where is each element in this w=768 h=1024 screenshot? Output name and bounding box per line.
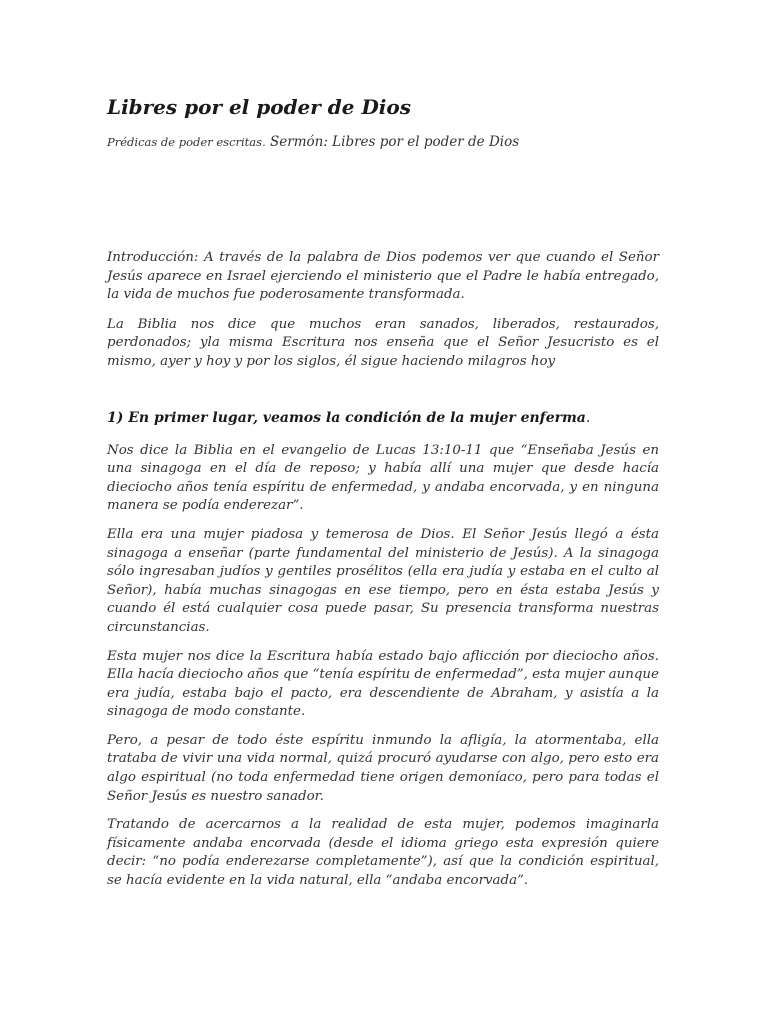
- section-1-paragraph: Pero, a pesar de todo éste espíritu inmundo la afligía, la atormentaba, ella trataba de vivir una vida normal, quizá procuró ayudarse con algo, pero esto era algo espiritual (no toda enfermedad tiene origen demoníaco, pero para todas el Señor Jesús es nuestro sanador.: [107, 732, 659, 804]
- section-1-heading-period: .: [585, 409, 591, 426]
- document-title: Libres por el poder de Dios: [107, 95, 411, 119]
- subtitle-prefix: Prédicas de poder escritas.: [107, 135, 266, 149]
- subtitle-main: Sermón: Libres por el poder de Dios: [265, 134, 520, 150]
- document-body: [107, 92, 659, 891]
- document-subtitle: [107, 132, 659, 152]
- section-1-paragraph: Tratando de acercarnos a la realidad de esta mujer, podemos imaginarla físicamente andaba encorvada (desde el idioma griego esta expresión quiere decir: “no podía enderezarse completamente”), así que la condición espiritual, se hacía evidente en la vida natural, ella “andaba encorvada”.: [107, 817, 659, 889]
- section-1-paragraph: Esta mujer nos dice la Escritura había estado bajo aflicción por dieciocho años. Ella hacía dieciocho años que “tenía espíritu de enfermedad”, esta mujer aunque era judía, estaba bajo el pacto, era descendiente de Abraham, y asistía a la sinagoga de modo constante.: [107, 648, 659, 720]
- paragraph-2: La Biblia nos dice que muchos eran sanados, liberados, restaurados, perdonados; yla misma Escritura nos enseña que el Señor Jesucristo es el mismo, ayer y hoy y por los siglos, él sigue haciendo milagros hoy: [107, 316, 659, 369]
- section-1-heading-text: 1) En primer lugar, veamos la condición de la mujer enferma: [107, 409, 586, 426]
- intro-paragraph: Introducción: A través de la palabra de Dios podemos ver que cuando el Señor Jesús aparece en Israel ejerciendo el ministerio que el Padre le había entregado, la vida de muchos fue poderosamente transformada.: [107, 250, 659, 303]
- section-1-paragraph: Nos dice la Biblia en el evangelio de Lucas 13:10-11 que “Enseñaba Jesús en una sinagoga en el día de reposo; y había allí una mujer que desde hacía dieciocho años tenía espíritu de enfermedad, y andaba encorvada, y en ninguna manera se podía enderezar”.: [107, 442, 659, 514]
- section-1-heading: [107, 408, 659, 428]
- section-1-paragraph: Ella era una mujer piadosa y temerosa de Dios. El Señor Jesús llegó a ésta sinagoga a enseñar (parte fundamental del ministerio de Jesús). A la sinagoga sólo ingresaban judíos y gentiles prosélitos (ella era judía y estaba en el culto al Señor), había muchas sinagogas en ese tiempo, pero en ésta estaba Jesús y cuando él está cualquier cosa puede pasar, Su presencia transforma nuestras circunstancias.: [107, 526, 659, 635]
